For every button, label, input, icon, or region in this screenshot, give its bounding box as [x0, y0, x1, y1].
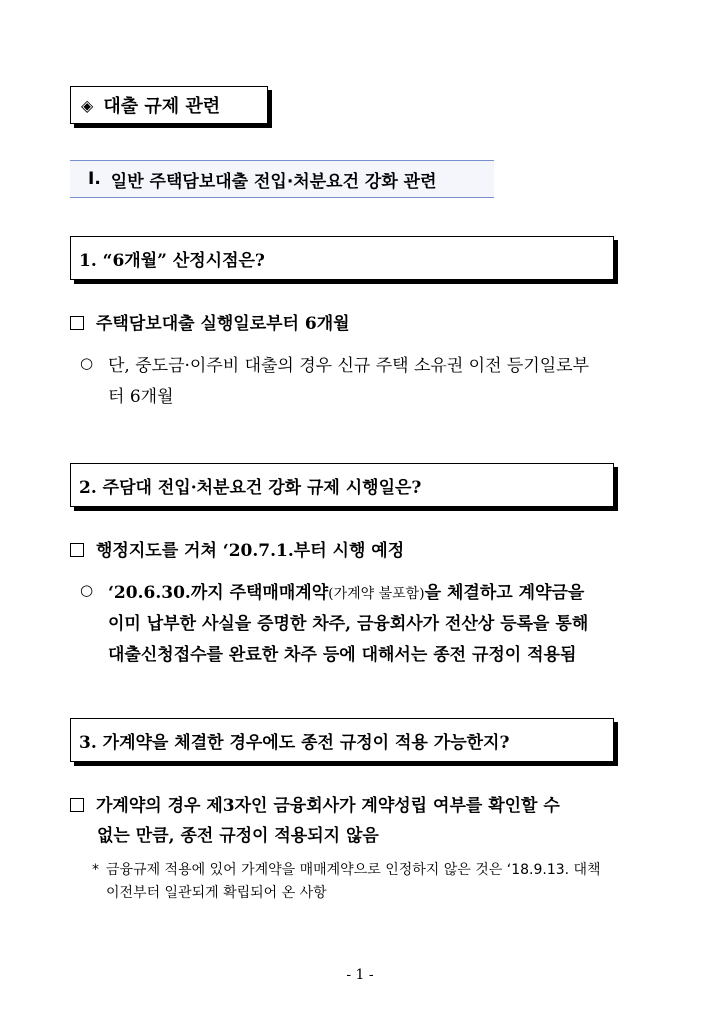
answer-3-line-2: 없는 만큼, 종전 규정이 적용되지 않음 — [97, 826, 379, 846]
chapter-number: Ⅰ. — [88, 169, 101, 189]
question-box-1 — [70, 236, 614, 280]
question-1-text: 1. “6개월” 산정시점은? — [79, 250, 265, 271]
question-3-text: 3. 가계약을 체결한 경우에도 종전 규정이 적용 가능한지? — [79, 732, 510, 753]
q2-sub-line-1c: 을 체결하고 계약금을 — [424, 583, 585, 603]
section-title: 대출 규제 관련 — [103, 96, 221, 117]
question-2-text: 2. 주담대 전입·처분요건 강화 규제 시행일은? — [79, 477, 422, 498]
footnote-line-1: 금융규제 적용에 있어 가계약을 매매계약으로 인정하지 않은 것은 ‘18.9.13. 대책 — [106, 862, 601, 878]
q2-sub-line-1a: ‘20.6.30.까지 주택매매계약 — [108, 583, 329, 603]
question-box-2 — [70, 463, 614, 507]
chapter-heading — [70, 160, 494, 198]
q2-sub-line-1 — [108, 578, 584, 603]
checkbox-square-icon — [70, 316, 84, 330]
footnote-marker: * — [92, 862, 99, 878]
chapter-title: 일반 주택담보대출 전입·처분요건 강화 관련 — [110, 171, 437, 192]
checkbox-square-icon — [70, 543, 84, 557]
circle-bullet-icon: ○ — [80, 354, 94, 372]
answer-3-line-1 — [70, 791, 560, 816]
page-number: - 1 - — [346, 967, 374, 983]
answer-2 — [70, 536, 404, 561]
answer-1 — [70, 309, 350, 334]
q2-sub-line-2: 이미 납부한 사실을 증명한 차주, 금융회사가 전산상 등록을 통해 — [108, 614, 589, 634]
q1-sub-line-2: 터 6개월 — [108, 387, 174, 407]
q1-sub-line-1: 단, 중도금·이주비 대출의 경우 신규 주택 소유권 이전 등기일로부 — [108, 356, 590, 376]
answer-2-text: 행정지도를 거쳐 ‘20.7.1.부터 시행 예정 — [96, 541, 405, 561]
q2-sub-line-1b: (가계약 불포함) — [328, 586, 425, 602]
q2-sub-line-3: 대출신청접수를 완료한 차주 등에 대해서는 종전 규정이 적용됨 — [108, 645, 577, 665]
answer-1-text: 주택담보대출 실행일로부터 6개월 — [96, 314, 350, 334]
checkbox-square-icon — [70, 798, 84, 812]
question-box-3 — [70, 718, 614, 762]
diamond-icon: ◈ — [81, 95, 94, 115]
footnote-line-2: 이전부터 일관되게 확립되어 온 사항 — [106, 885, 327, 901]
section-title-box — [70, 86, 268, 124]
circle-bullet-icon: ○ — [80, 581, 94, 599]
answer-3-text-1: 가계약의 경우 제3자인 금융회사가 계약성립 여부를 확인할 수 — [96, 796, 560, 816]
